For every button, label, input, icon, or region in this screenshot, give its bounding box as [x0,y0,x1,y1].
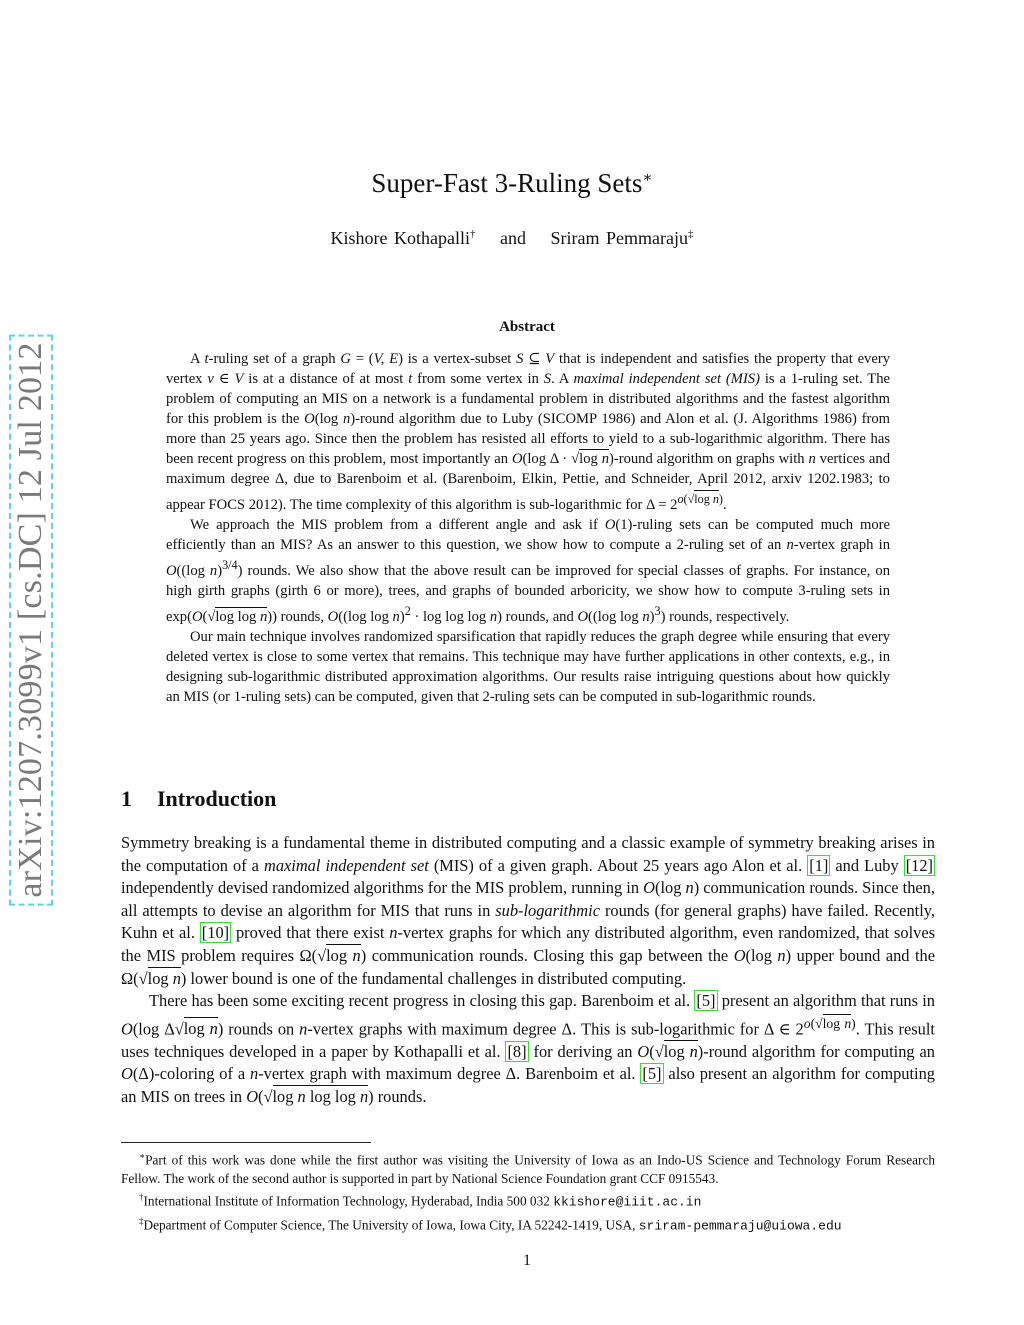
email-kothapalli[interactable]: kkishore@iiit.ac.in [553,1194,702,1210]
author1-mark: † [470,228,476,240]
citation-link[interactable]: [8] [507,1041,527,1061]
author-kothapalli: Kishore Kothapalli [330,228,470,248]
abstract-paragraph-2: We approach the MIS problem from a different angle and ask if O(1)-ruling sets can be computed much more efficiently than an MIS? As an answer to this question, we show how to compute a 2-ruling set of an n-vertex graph in O((log n)$^{3/4}$) rounds. We also show that the above result can be improved for special classes of graphs. For instance, on high girth graphs (girth 6 or more), trees, and graphs of bounded arboricity, we show how to compute 3-ruling sets in exp(O(√log log n)) rounds, O((log log n)$^2$ · log log log n) rounds, and O((log log n)$^3$) rounds, respectively. [166,516,890,625]
citation-link[interactable]: [12] [905,855,934,875]
citation-link[interactable]: [5] [696,991,716,1011]
title-text: Super-Fast 3-Ruling Sets [371,168,643,198]
term-maximal-independent-set: maximal independent set (MIS) [573,371,760,387]
citation-link[interactable]: [5] [642,1064,662,1084]
footnotes [121,1147,935,1236]
arxiv-stamp-text[interactable]: arXiv:1207.3099v1 [cs.DC] 12 Jul 2012 [9,334,53,905]
section-number: 1 [121,786,132,811]
page-number: 1 [523,1252,531,1269]
abstract-paragraph-3: Our main technique involves randomized sparsification that rapidly reduces the graph degree while ensuring that every deleted vertex is close to some vertex that remains. This technique may have further applications in other contexts, e.g., in designing sub-logarithmic distributed approximation algorithms. Our results raise intriguing questions about how quickly an MIS (or 1-ruling sets) can be computed, given that 2-ruling sets can be computed in sub-logarithmic rounds. [166,628,890,705]
arxiv-stamp [0,330,62,910]
intro-paragraph-2: There has been some exciting recent progress in closing this gap. Barenboim et al. [5] present an algorithm that runs in O(log Δ√log n) rounds on n-vertex graphs with maximum degree Δ. This is sub-logarithmic for Δ ∈ $2^{o(√log n)}$. This result uses techniques developed in a paper by Kothapalli et al. [8] for deriving an O(√log n)-round algorithm for computing an O(Δ)-coloring of a n-vertex graph with maximum degree Δ. Barenboim et al. [5] also present an algorithm for computing an MIS on trees in O(√log n log log n) rounds. [121,991,935,1106]
author-pemmaraju: Sriram Pemmaraju [550,228,688,248]
author-conjunction: and [500,228,526,248]
paper-title [0,168,1024,199]
citation-link[interactable]: [1] [809,855,829,875]
email-pemmaraju[interactable]: sriram-pemmaraju@uiowa.edu [638,1218,842,1234]
intro-paragraph-1: Symmetry breaking is a fundamental theme in distributed computing and a classic example of symmetry breaking arises in the computation of a maximal independent set (MIS) of a given graph. About 25 years ago Alon et al. [1] and Luby [12] independently devised randomized algorithms for the MIS problem, running in O(log n) communication rounds. Since then, all attempts to devise an algorithm for MIS that runs in sub-logarithmic rounds (for general graphs) have failed. Recently, Kuhn et al. [10] proved that there exist n-vertex graphs for which any distributed algorithm, even randomized, that solves the MIS problem requires Ω(√log n) communication rounds. Closing this gap between the O(log n) upper bound and the Ω(√log n) lower bound is one of the fundamental challenges in distributed computing. [121,833,935,988]
abstract-body [166,349,890,707]
footnote-1: ∗Part of this work was done while the first author was visiting the University of Iowa as an Indo-US Science and Technology Forum Research Fellow. The work of the second author is supported in part by National Science Foundation grant CCF 0915543. [121,1151,935,1186]
section-heading-introduction [121,786,276,812]
abstract-paragraph-1: A t-ruling set of a graph G = (V, E) is a vertex-subset S ⊆ V that is independent and satisfies the property that every vertex v ∈ V is at a distance of at most t from some vertex in S. A maximal independent set (MIS) is a 1-ruling set. The problem of computing an MIS on a network is a fundamental problem in distributed algorithms and the fastest algorithm for this problem is the O(log n)-round algorithm due to Luby (SICOMP 1986) and Alon et al. (J. Algorithms 1986) from more than 25 years ago. Since then the problem has resisted all efforts to yield to a sub-logarithmic algorithm. There has been recent progress on this problem, most importantly an O(log Δ · √log n)-round algorithm on graphs with n vertices and maximum degree Δ, due to Barenboim et al. (Barenboim, Elkin, Pettie, and Schneider, April 2012, arxiv 1202.1983; to appear FOCS 2012). The time complexity of this algorithm is sub-logarithmic for $\Delta = 2^{o(√log n)}$. [166,351,890,513]
author-line [0,228,1024,249]
section-title: Introduction [157,786,277,811]
title-footnote-mark: ∗ [642,170,653,186]
citation-link[interactable]: [10] [201,923,230,943]
footnote-2: †International Institute of Information Technology, Hyderabad, India 500 032 kkishore@iiit.ac.in [139,1192,702,1210]
footnote-rule [121,1142,371,1143]
author2-mark: ‡ [687,228,694,240]
introduction-body [121,832,935,1109]
abstract-heading: Abstract [499,319,555,335]
footnote-3: ‡Department of Computer Science, The University of Iowa, Iowa City, IA 52242-1419, USA, sriram-pemmaraju@uiowa.edu [139,1216,842,1234]
